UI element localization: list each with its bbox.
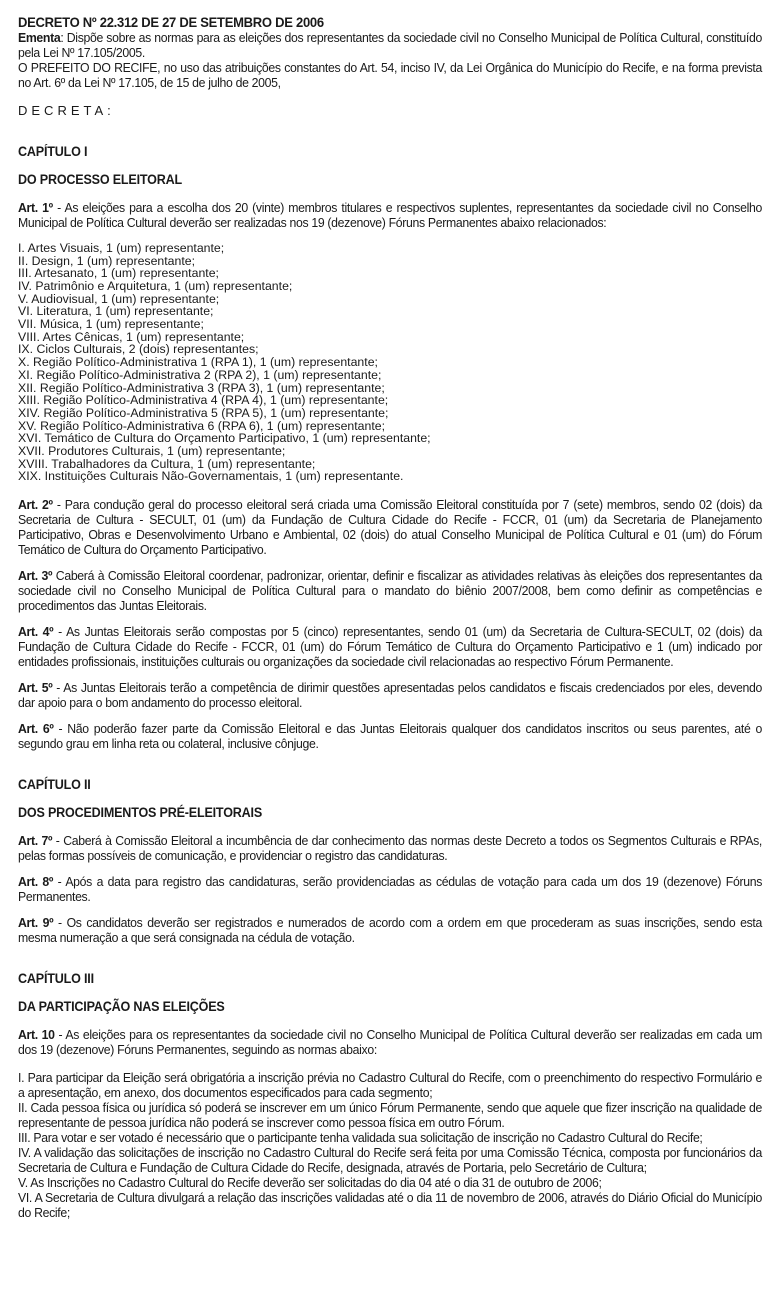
article-text: - As eleições para os representantes da sociedade civil no Conselho Municipal de Política Cultural deverão ser realizadas em cada um dos 19 (dezenove) Fóruns Permanentes, seguindo as normas abaixo:	[18, 1027, 762, 1058]
chapter-number: CAPÍTULO III	[18, 971, 94, 987]
list-item: IV. Patrimônio e Arquitetura, 1 (um) representante;	[18, 278, 293, 293]
article-text: - As Juntas Eleitorais serão compostas por 5 (cinco) representantes, sendo 01 (um) da Secretaria de Cultura-SECULT, 02 (dois) da Fundação de Cultura Cidade do Recife - FCCR, 01 (um) do Fórum Temático de Cultura do Orçamento Participativo e 1 (um) indicado por entidades profissionais, instituições culturais ou organizações da sociedade civil relacionadas ao respectivo Fórum Permanente.	[18, 624, 763, 670]
list-item: II. Cada pessoa física ou jurídica só poderá se inscrever em um único Fórum Permanente, sendo que aquele que fizer inscrição na qualidade de representante de pessoa jurídica não poderá se inscrever como pessoa física em outro Fórum.	[18, 1100, 762, 1131]
chapter-title: DO PROCESSO ELEITORAL	[18, 171, 182, 187]
decreta-heading: DECRETA:	[18, 103, 115, 118]
chapter-1	[18, 144, 762, 230]
article-7	[18, 833, 762, 863]
ementa-text: : Dispõe sobre as normas para as eleições dos representantes da sociedade civil no Conselho Municipal de Política Cultural, constituído pela Lei Nº 17.105/2005.	[18, 30, 763, 60]
ementa	[18, 30, 762, 60]
list-item: III. Para votar e ser votado é necessário que o participante tenha validada sua solicitação de inscrição no Cadastro Cultural do Recife;	[18, 1130, 703, 1146]
forum-list	[18, 242, 753, 483]
list-item: XVII. Produtores Culturais, 1 (um) representante;	[18, 444, 286, 459]
article-label: Art. 7º	[18, 833, 53, 849]
article-8	[18, 874, 762, 904]
list-item: XII. Região Político-Administrativa 3 (RPA 3), 1 (um) representante;	[18, 380, 385, 395]
chapter-title: DOS PROCEDIMENTOS PRÉ-ELEITORAIS	[18, 805, 263, 821]
article-3	[18, 568, 762, 613]
decree-header	[18, 14, 767, 90]
article-text: - Após a data para registro das candidaturas, serão providenciadas as cédulas de votação para cada um dos 19 (dezenove) Fóruns Permanentes.	[18, 874, 763, 905]
list-item: VI. Literatura, 1 (um) representante;	[18, 304, 214, 319]
decree-title: DECRETO Nº 22.312 DE 27 DE SETEMBRO DE 2006	[18, 14, 324, 30]
list-item: VIII. Artes Cênicas, 1 (um) representante;	[18, 329, 245, 344]
list-item: VII. Música, 1 (um) representante;	[18, 317, 204, 332]
article-label: Art. 10	[18, 1027, 55, 1043]
article-label: Art. 3º	[18, 568, 53, 584]
article-label: Art. 9º	[18, 915, 54, 931]
article-label: Art. 6º	[18, 721, 54, 737]
list-item: III. Artesanato, 1 (um) representante;	[18, 266, 219, 281]
list-item: XV. Região Político-Administrativa 6 (RPA 6), 1 (um) representante;	[18, 418, 386, 433]
article-10	[18, 1027, 762, 1057]
chapter-number: CAPÍTULO II	[18, 777, 91, 793]
list-item: V. As Inscrições no Cadastro Cultural do Recife deverão ser solicitadas do dia 04 até o dia 31 de outubro de 2006;	[18, 1175, 602, 1191]
list-item: IX. Ciclos Culturais, 2 (dois) representantes;	[18, 342, 259, 357]
list-item: II. Design, 1 (um) representante;	[18, 253, 196, 268]
article-9	[18, 915, 762, 945]
list-item: VI. A Secretaria de Cultura divulgará a relação das inscrições validadas até o dia 11 de novembro de 2006, através do Diário Oficial do Município do Recife;	[18, 1190, 762, 1221]
preamble: O PREFEITO DO RECIFE, no uso das atribuições constantes do Art. 54, inciso IV, da Lei Orgânica do Município do Recife, e na forma prevista no Art. 6º da Lei Nº 17.105, de 15 de julho de 2005,	[18, 60, 762, 90]
chapter-number: CAPÍTULO I	[18, 143, 88, 159]
list-item: XVI. Temático de Cultura do Orçamento Participativo, 1 (um) representante;	[18, 431, 431, 446]
chapter-1-articles	[18, 497, 762, 1220]
article-text: - Caberá à Comissão Eleitoral a incumbência de dar conhecimento das normas deste Decreto a todos os Segmentos Culturais e RPAs, pelas formas possíveis de comunicação, e providenciar o registro das candidaturas.	[18, 833, 762, 864]
list-item: X. Região Político-Administrativa 1 (RPA 1), 1 (um) representante;	[18, 355, 378, 370]
article-label: Art. 2º	[18, 497, 53, 513]
article-label: Art. 5º	[18, 680, 53, 696]
list-item: XIV. Região Político-Administrativa 5 (RPA 5), 1 (um) representante;	[18, 405, 389, 420]
article-text: - Para condução geral do processo eleitoral será criada uma Comissão Eleitoral constituída por 7 (sete) membros, sendo 02 (dois) da Secretaria de Cultura - SECULT, 01 (um) da Fundação de Cultura Cidade do Recife - FCCR, 01 (um) da Secretaria de Planejamento Participativo, Obras e Desenvolvimento Urbano e Ambiental, 02 (dois) do atual Conselho Municipal de Política Cultural e 01 (um) do Fórum Temático de Cultura do Orçamento Participativo.	[18, 497, 762, 558]
list-item: V. Audiovisual, 1 (um) representante;	[18, 291, 220, 306]
chapter-title: DA PARTICIPAÇÃO NAS ELEIÇÕES	[18, 999, 225, 1015]
list-item: XI. Região Político-Administrativa 2 (RPA 2), 1 (um) representante;	[18, 367, 382, 382]
participation-rules-list	[18, 1070, 762, 1220]
article-label: Art. 8º	[18, 874, 54, 890]
article-5	[18, 680, 762, 710]
article-4	[18, 624, 762, 669]
ementa-label: Ementa	[18, 30, 61, 45]
article-6	[18, 721, 762, 751]
article-2	[18, 497, 762, 557]
article-text: - As eleições para a escolha dos 20 (vinte) membros titulares e respectivos suplentes, representantes da sociedade civil no Conselho Municipal de Política Cultural deverão ser realizadas nos 19 (dezenove) Fóruns Permanentes abaixo relacionados:	[18, 199, 763, 230]
article-text: - As Juntas Eleitorais terão a competência de dirimir questões apresentadas pelos candidatos e fiscais credenciados por eles, devendo dar apoio para o bom andamento do processo eleitoral.	[18, 680, 763, 711]
article-text: - Não poderão fazer parte da Comissão Eleitoral e das Juntas Eleitorais qualquer dos candidatos inscritos ou seus parentes, até o segundo grau em linha reta ou colateral, inclusive cônjuge.	[18, 721, 763, 752]
list-item: IV. A validação das solicitações de inscrição no Cadastro Cultural do Recife será feita por uma Comissão Técnica, composta por funcionários da Secretaria de Cultura e Fundação de Cultura Cidade do Recife, designada, através de Portaria, pelo Secretário de Cultura;	[18, 1145, 762, 1176]
list-item: I. Para participar da Eleição será obrigatória a inscrição prévia no Cadastro Cultural do Recife, com o preenchimento do respectivo Formulário e a apresentação, em anexo, dos documentos especificados para cada segmento;	[18, 1070, 762, 1101]
list-item: XIII. Região Político-Administrativa 4 (RPA 4), 1 (um) representante;	[18, 393, 389, 408]
article-text: Caberá à Comissão Eleitoral coordenar, padronizar, orientar, definir e fiscalizar as atividades relativas às eleições dos representantes da sociedade civil no Conselho Municipal de Política Cultural para o mandato do biênio 2007/2008, bem como definir as competências e procedimentos das Juntas Eleitorais.	[18, 568, 762, 614]
article-1	[18, 200, 762, 230]
list-item: XVIII. Trabalhadores da Cultura, 1 (um) representante;	[18, 456, 316, 471]
list-item: XIX. Instituições Culturais Não-Governamentais, 1 (um) representante.	[18, 469, 404, 484]
article-label: Art. 1º	[18, 199, 53, 215]
list-item: I. Artes Visuais, 1 (um) representante;	[18, 240, 225, 255]
article-label: Art. 4º	[18, 624, 54, 640]
article-text: - Os candidatos deverão ser registrados e numerados de acordo com a ordem em que procederam as suas inscrições, sendo esta mesma numeração a que será consignada na cédula de votação.	[18, 915, 763, 946]
